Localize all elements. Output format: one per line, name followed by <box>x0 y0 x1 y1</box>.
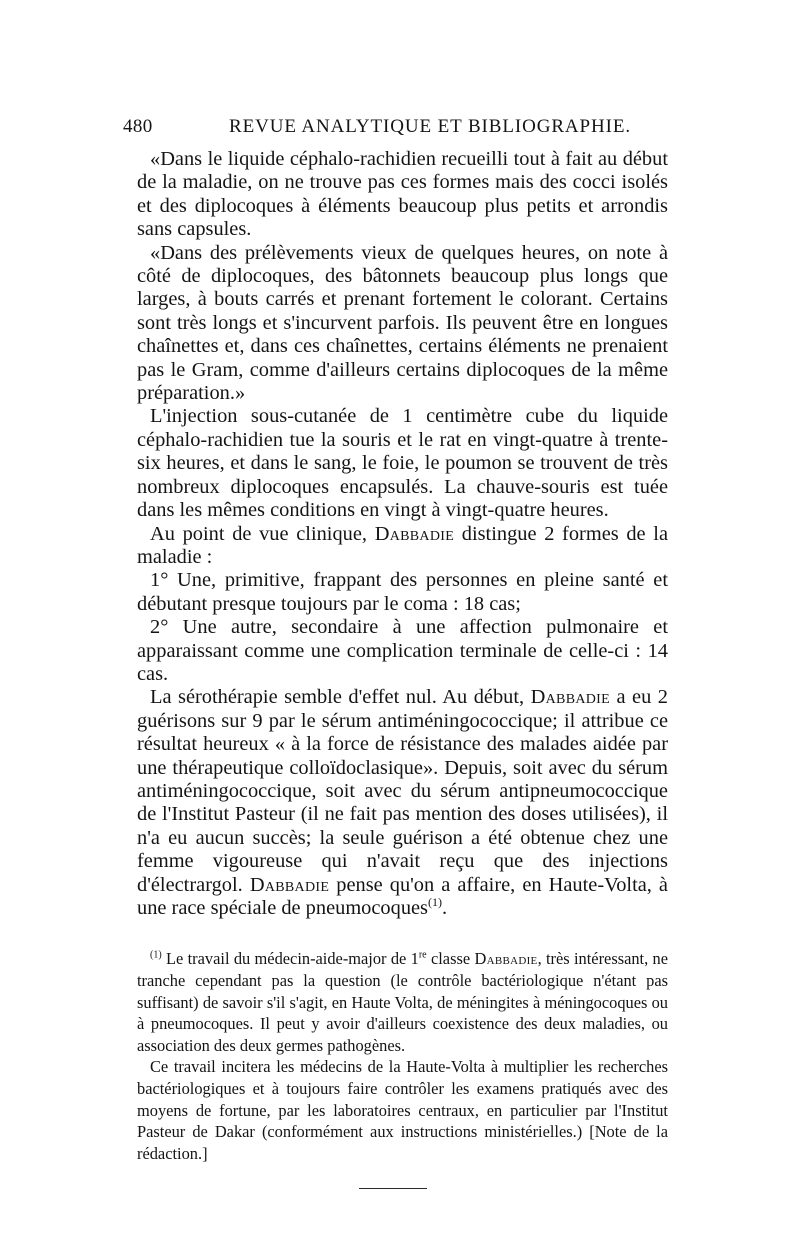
page-number: 480 <box>123 116 153 137</box>
body-text <box>137 148 668 920</box>
ordinal-suffix: re <box>418 949 427 961</box>
text-run: Le travail du médecin-aide-major de 1 <box>166 949 419 969</box>
footnote-reference[interactable]: (1) <box>428 895 442 910</box>
paragraph-injection: L'injection sous-cutanée de 1 centimètre cube du liquide céphalo-rachidien tue la souris et le rat en vingt-quatre à trente-six heures, et dans le sang, le foie, le poumon se trouvent de très nombreux diplocoques encapsulés. La chauve-souris est tuée dans les mêmes conditions en vingt à vingt-quatre heures. <box>137 405 668 522</box>
text-run: La sérothérapie semble d'effet nul. Au début, <box>150 686 525 709</box>
text-run: distingue 2 formes de la maladie : <box>137 522 668 568</box>
end-rule <box>359 1188 427 1189</box>
paragraph-form-2: 2° Une autre, secondaire à une affection pulmonaire et apparaissant comme une complication terminale de celle-ci : 14 cas. <box>137 616 668 685</box>
paragraph-form-1: 1° Une, primitive, frappant des personnes en pleine santé et débutant presque toujours par le coma : 18 cas; <box>137 569 668 615</box>
author-name: Dabbadie <box>474 949 538 969</box>
paragraph-quote-2: «Dans des prélèvements vieux de quelques heures, on note à côté de diplocoques, des bâtonnets beaucoup plus longs que larges, à bouts carrés et prenant fortement le colorant. Certains sont très longs et s'incurvent parfois. Ils peuvent être en longues chaînettes et, dans ces chaînettes, certains éléments ne prenaient pas le Gram, comme d'ailleurs certains diplocoques de la même préparation.» <box>137 241 668 405</box>
text-run: a eu 2 guérisons sur 9 par le sérum antiméningococcique; il attribue ce résultat heureux « à la force de résistance des malades aidée par une thérapeutique colloïdoclasique». Depuis, soit avec du sérum antiméningococcique, soit avec du sérum antipneumococcique de l'Institut Pasteur (il ne fait pas mention des doses utilisées), il n'a eu aucun succès; la seule guérison a été obtenue chez une femme vigoureuse qui n'avait reçu que des injections d'électrargol. <box>137 686 668 896</box>
text-run: Au point de vue clinique, <box>150 522 368 545</box>
author-name: Dabbadie <box>374 522 455 545</box>
author-name: Dabbadie <box>530 686 610 709</box>
text-run: . <box>442 897 448 919</box>
footnote-marker: (1) <box>150 949 162 961</box>
paragraph-quote-1: «Dans le liquide céphalo-rachidien recueilli tout à fait au début de la maladie, on ne trouve pas ces formes mais des cocci isolés et des diplocoques à éléments beaucoup plus petits et arrondis sans capsules. <box>137 148 668 241</box>
text-run: classe <box>430 949 471 969</box>
page <box>123 116 668 1189</box>
running-head <box>123 116 668 146</box>
text-run: , très intéressant, ne tranche cependant pas la question (le contrôle bactériologique n'étant pas suffisant) de savoir s'il s'agit, en Haute Volta, de méningites à méningocoques ou à pneumocoques. Il peut y avoir d'ailleurs coexistence des deux maladies, ou association des deux germes pathogènes. <box>137 949 668 1055</box>
author-name: Dabbadie <box>249 873 330 896</box>
footnote-editorial-note: Ce travail incitera les médecins de la Haute-Volta à multiplier les recherches bactériologiques et à toujours faire contrôler les examens pratiqués avec des moyens de fortune, par les laboratoires centraux, en particulier par l'Institut Pasteur de Dakar (conformément aux instructions ministérielles.) [Note de la rédaction.] <box>137 1057 668 1163</box>
footnote-1 <box>137 948 668 1056</box>
paragraph-serotherapy <box>137 686 668 920</box>
footnotes <box>137 948 668 1164</box>
paragraph-clinical <box>137 523 668 570</box>
running-title: REVUE ANALYTIQUE ET BIBLIOGRAPHIE. <box>229 116 631 137</box>
text-run: pense qu'on a affaire, en Haute-Volta, à une race spéciale de pneumocoques <box>137 873 668 919</box>
